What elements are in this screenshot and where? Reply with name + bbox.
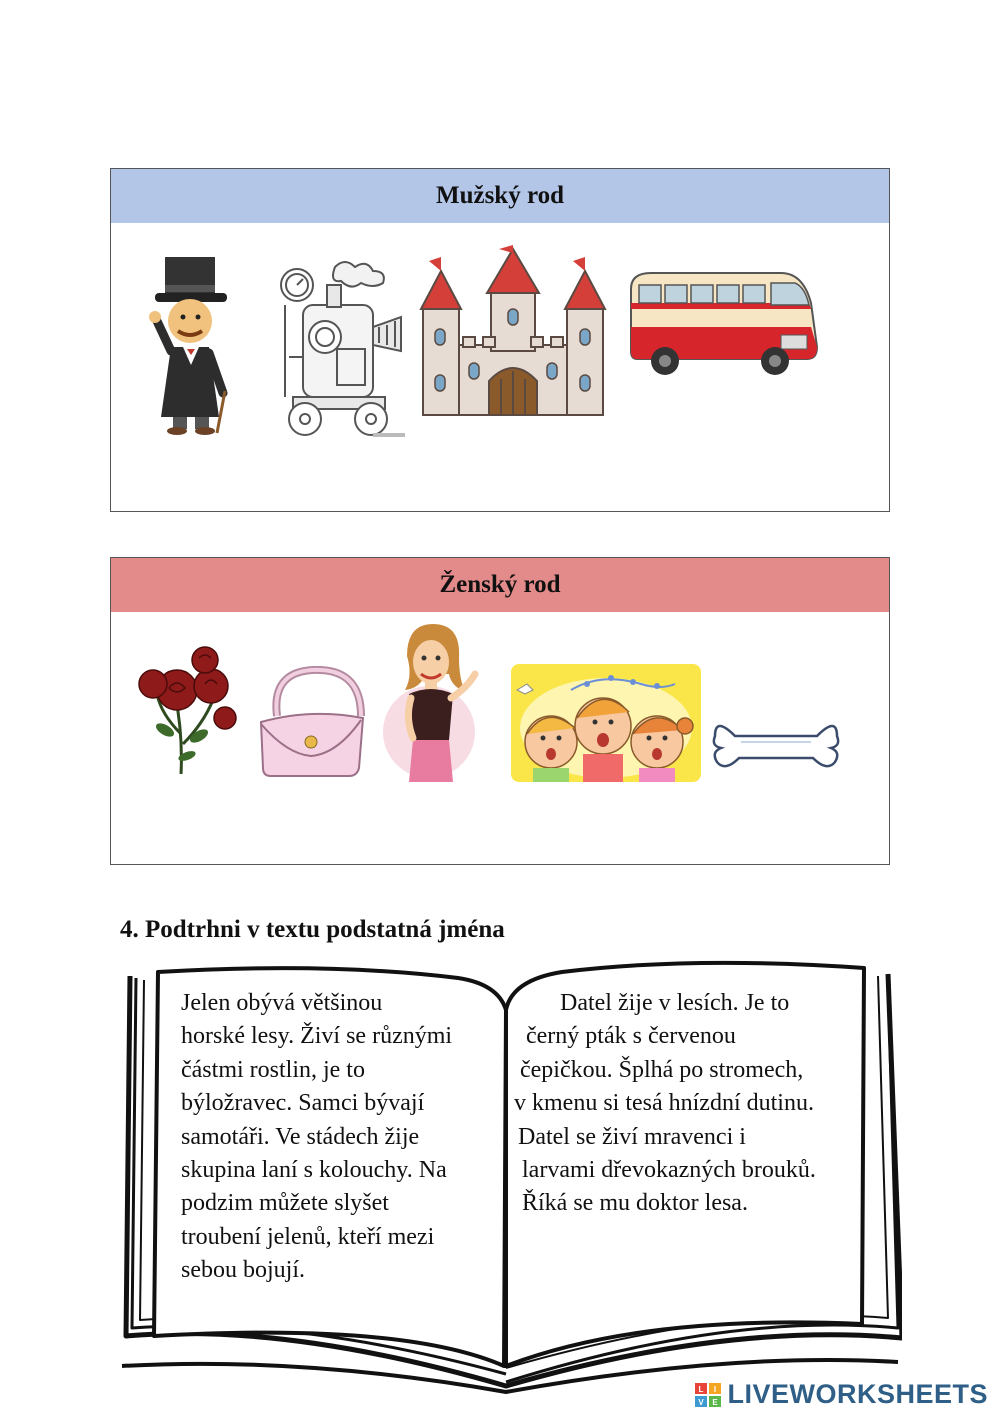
right-line-6: larvami dřevokazných brouků. [522,1157,816,1184]
watermark-text: LIVEWORKSHEETS [727,1379,988,1409]
left-line-8: troubení jelenů, kteří mezi [181,1223,435,1250]
left-line-2: horské lesy. Živí se různými [181,1023,453,1050]
right-line-3: čepičkou. Šplhá po stromech, [520,1056,804,1083]
left-line-9: sebou bojují. [181,1257,305,1284]
masculine-pictures [111,225,889,511]
liveworksheets-logo-icon [695,1383,721,1407]
liveworksheets-watermark [695,1379,988,1410]
children-picture [511,664,701,782]
right-line-2: černý pták s červenou [526,1023,736,1050]
handbag-picture [257,666,367,778]
feminine-box [110,557,890,865]
logo-letter-2: I [714,1384,717,1394]
left-line-4: býložravec. Samci bývají [181,1090,425,1117]
feminine-heading: Ženský rod [439,571,561,598]
logo-letter-4: E [712,1397,719,1407]
left-line-3: částmi rostlin, je to [181,1056,365,1083]
logo-letter-1: L [699,1384,704,1394]
open-book [118,958,902,1398]
right-line-7: Říká se mu doktor lesa. [522,1190,748,1217]
masculine-header [111,169,889,223]
right-page-text [514,987,816,1221]
left-line-5: samotáři. Ve stádech žije [181,1123,420,1150]
right-line-1: Datel žije v lesích. Je to [560,990,790,1016]
left-line-6: skupina laní s kolouchy. Na [181,1157,447,1184]
gentleman-picture [143,251,243,436]
castle-picture [417,245,609,417]
masculine-box [110,168,890,512]
left-line-1: Jelen obývá většinou [181,990,383,1016]
steam-machine-picture [275,257,410,442]
right-line-4: v kmenu si tesá hnízdní dutinu. [514,1090,814,1117]
logo-letter-3: V [698,1397,705,1407]
left-line-7: podzim můžete slyšet [181,1190,389,1217]
rose-picture [137,644,239,778]
feminine-header [111,558,889,612]
left-page-text [181,987,452,1288]
masculine-heading: Mužský rod [435,182,565,209]
feminine-pictures [111,614,889,864]
woman-picture [381,620,487,784]
bus-picture [625,269,819,389]
right-line-5: Datel se živí mravenci i [518,1123,746,1150]
task-title: 4. Podtrhni v textu podstatná jména [120,916,505,943]
bone-picture [711,714,841,774]
